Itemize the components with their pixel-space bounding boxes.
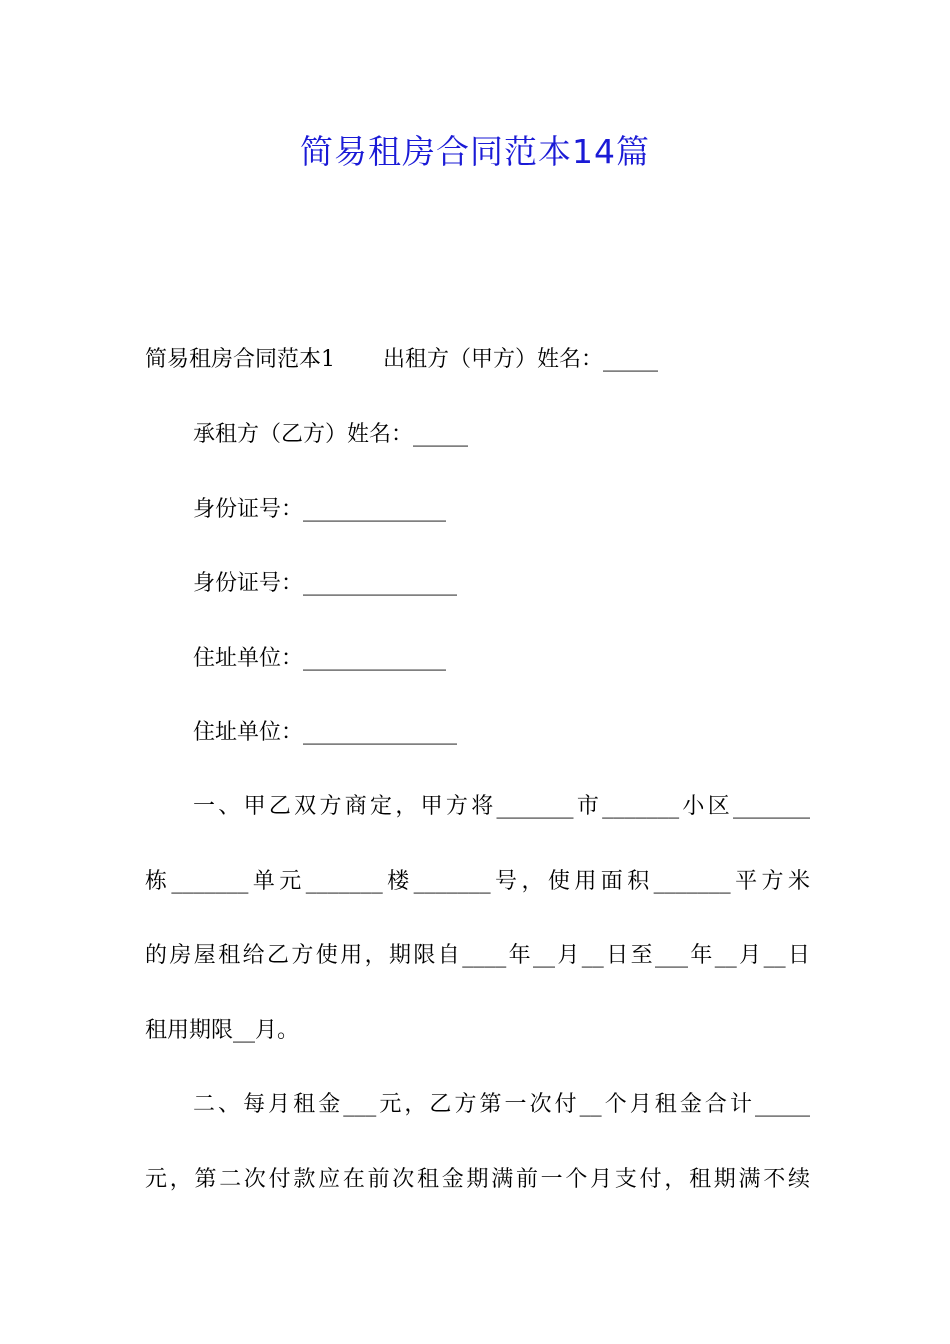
clause-2-line-1: 二、每月租金___元，乙方第一次付__个月租金合计_____ [193, 1092, 810, 1117]
clause-1-line-4: 租用期限__月。 [145, 1018, 300, 1043]
clause-1-line-2: 栋_______单元_______楼_______号，使用面积_______平方米 [145, 869, 810, 894]
clause-2-line-2: 元，第二次付款应在前次租金期满前一个月支付，租期满不续 [145, 1167, 810, 1192]
contract-number: 简易租房合同范本1 [145, 347, 335, 372]
id-number-field-1: 身份证号：_____________ [193, 497, 447, 522]
lessor-name-field: 出租方（甲方）姓名：_____ [383, 347, 659, 372]
clause-1-line-3: 的房屋租给乙方使用，期限自____年__月__日至___年__月__日 [145, 943, 810, 968]
id-number-field-2: 身份证号：______________ [193, 571, 458, 596]
contract-header-line [145, 344, 810, 376]
lessee-name-field: 承租方（乙方）姓名：_____ [193, 422, 469, 447]
document-title: 简易租房合同范本14篇 [300, 132, 650, 171]
address-field-1: 住址单位：_____________ [193, 646, 447, 671]
clause-1-line-1: 一、甲乙双方商定，甲方将_______市_______小区_______ [193, 794, 810, 819]
address-field-2: 住址单位：______________ [193, 720, 458, 745]
